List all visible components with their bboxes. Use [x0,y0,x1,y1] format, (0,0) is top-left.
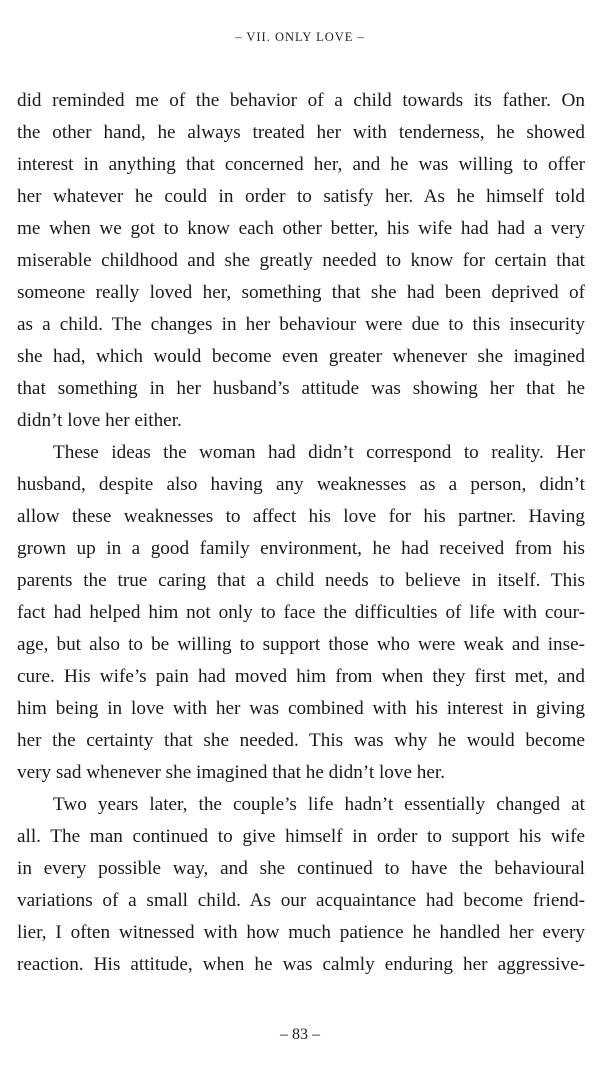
text-line: very sad whenever she imagined that he didn’t love her. [17,762,446,783]
body-text [17,85,585,981]
page-number: – 83 – [280,1026,320,1043]
text-line: him being in love with her was combined with his interest in giving [17,698,585,719]
text-line: as a child. The changes in her behaviour were due to this insecurity [17,314,585,335]
text-line: cure. His wife’s pain had moved him from when they first met, and [17,666,585,687]
text-line: These ideas the woman had didn’t correspond to reality. Her [53,442,585,463]
text-line: that something in her husband’s attitude was showing her that he [17,378,585,399]
text-line: me when we got to know each other better, his wife had had a very [17,218,585,239]
text-line: fact had helped him not only to face the difficulties of life with cour- [17,602,585,623]
text-line: the other hand, he always treated her with tenderness, he showed [17,122,585,143]
text-line: all. The man continued to give himself in order to support his wife [17,826,585,847]
text-line: someone really loved her, something that she had been deprived of [17,282,585,303]
text-line: interest in anything that concerned her, and he was willing to offer [17,154,585,175]
text-line: variations of a small child. As our acquaintance had become friend- [17,890,585,911]
text-line: age, but also to be willing to support those who were weak and inse- [17,634,585,655]
text-line: lier, I often witnessed with how much patience he handled her every [17,922,585,943]
text-line: in every possible way, and she continued to have the behavioural [17,858,585,879]
text-line: did reminded me of the behavior of a child towards its father. On [17,90,585,111]
text-line: Two years later, the couple’s life hadn’t essentially changed at [53,794,585,815]
text-line: reaction. His attitude, when he was calmly enduring her aggressive- [17,954,585,975]
text-line: miserable childhood and she greatly needed to know for certain that [17,250,585,271]
text-line: parents the true caring that a child needs to believe in itself. This [17,570,585,591]
text-line: her the certainty that she needed. This was why he would become [17,730,585,751]
running-head: – VII. ONLY LOVE – [235,30,365,44]
text-line: she had, which would become even greater whenever she imagined [17,346,585,367]
text-line: her whatever he could in order to satisfy her. As he himself told [17,186,585,207]
text-line: husband, despite also having any weaknesses as a person, didn’t [17,474,585,495]
text-line: didn’t love her either. [17,410,182,431]
text-line: grown up in a good family environment, he had received from his [17,538,585,559]
text-line: allow these weaknesses to affect his love for his partner. Having [17,506,585,527]
